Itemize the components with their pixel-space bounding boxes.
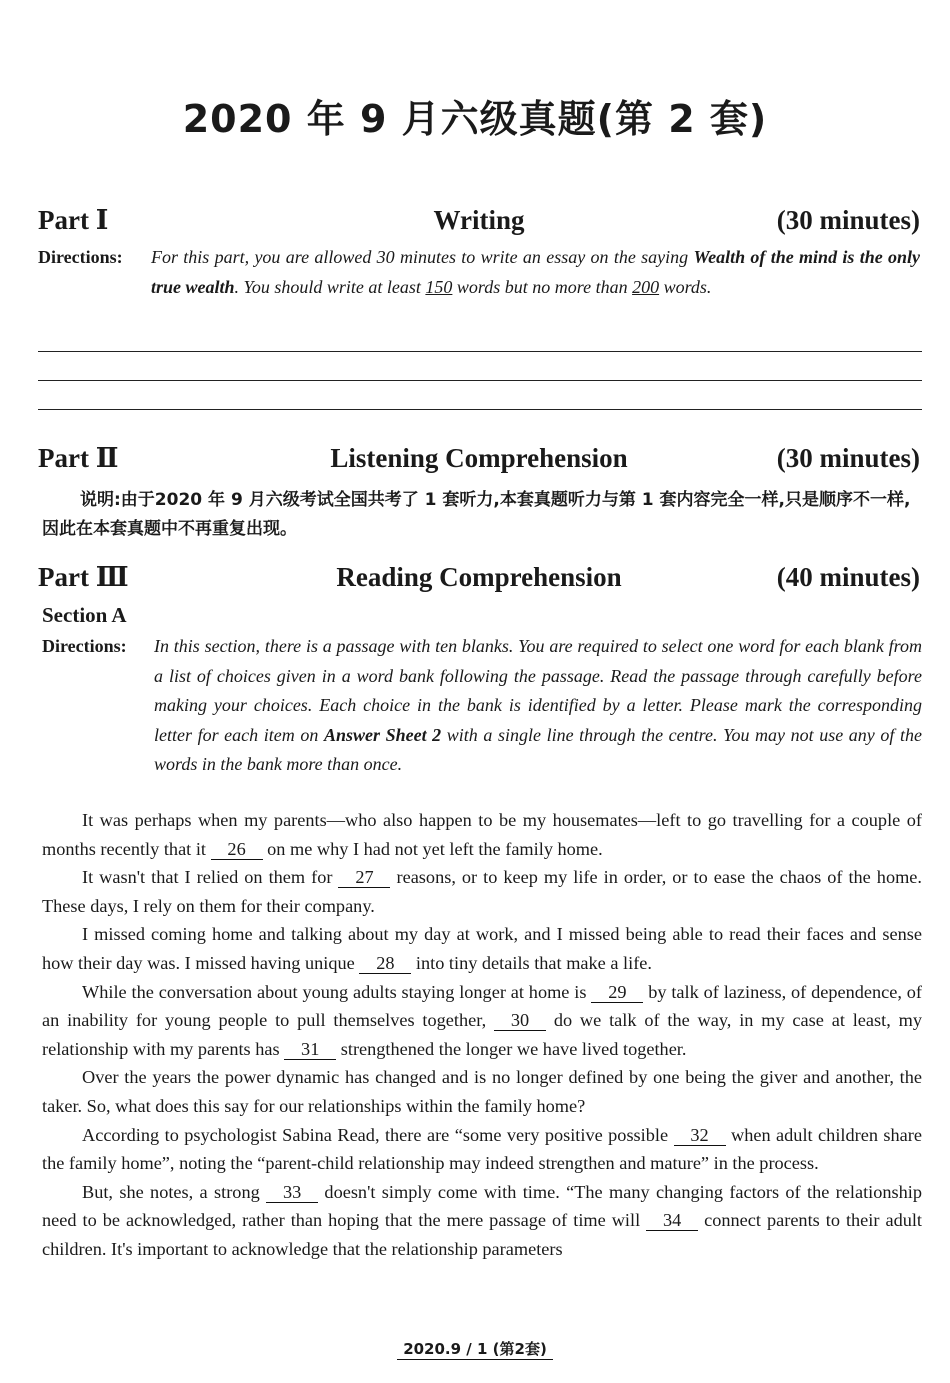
blank-33: 33	[266, 1182, 318, 1203]
part1-time: (30 minutes)	[776, 205, 920, 235]
part3-directions	[42, 632, 922, 780]
max-words: 200	[632, 276, 660, 297]
paragraph: Over the years the power dynamic has changed and is no longer defined by one being the giver and another, the taker. So, what does this say for our relationships within the family home?	[42, 1067, 922, 1116]
paragraph: It was perhaps when my parents—who also happen to be my housemates—left to go travelling for a couple of months recently that it 26 on me why I had not yet left the family home.	[42, 810, 922, 859]
min-words: 150	[425, 276, 453, 297]
part3-directions-text: In this section, there is a passage with ten blanks. You are required to select one word for each blank from a list of choices given in a word bank following the passage. Read the passage through carefully before making your choices. Each choice in the bank is identified by a letter. Please mark the corresponding letter for each item on Answer Sheet 2 with a single line through the centre. You may not use any of the words in the bank more than once.	[154, 636, 922, 774]
blank-31: 31	[284, 1039, 336, 1060]
section-a-heading: Section A	[42, 603, 127, 627]
reading-passage	[42, 806, 922, 1264]
page-title: 2020 年 9 月六级真题(第 2 套)	[182, 97, 768, 141]
blank-29: 29	[591, 982, 643, 1003]
part2-time: (30 minutes)	[776, 443, 920, 473]
part1-directions-label: Directions:	[38, 247, 123, 267]
paragraph: I missed coming home and talking about my day at work, and I missed being able to read their faces and sense how their day was. I missed having unique 28 into tiny details that make a life.	[42, 924, 922, 973]
blank-26: 26	[211, 839, 263, 860]
part2-label: Part Ⅱ	[38, 443, 119, 473]
answer-sheet-ref: Answer Sheet 2	[323, 724, 442, 745]
blank-32: 32	[674, 1125, 726, 1146]
essay-topic: Wealth of the mind is the only true wealth	[151, 247, 921, 297]
part1-directions-text: For this part, you are allowed 30 minutes to write an essay on the saying Wealth of the mind is the only true wealth. You should write at least 150 words but no more than 200 words.	[151, 247, 921, 297]
blank-34: 34	[646, 1210, 698, 1231]
writing-line	[38, 409, 922, 410]
page-footer	[0, 1338, 950, 1359]
paragraph: But, she notes, a strong 33 doesn't simply come with time. “The many changing factors of the relationship need to be acknowledged, rather than hoping that the mere passage of time will 34 connect parents to their adult children. It's important to acknowledge that the relationship parameters	[42, 1181, 923, 1259]
blank-28: 28	[359, 953, 411, 974]
part2-header	[38, 443, 920, 479]
part3-header	[38, 562, 920, 598]
part3-name: Reading Comprehension	[336, 562, 622, 592]
part3-directions-label: Directions:	[42, 636, 127, 656]
part1-name: Writing	[433, 205, 525, 235]
paragraph: While the conversation about young adults staying longer at home is 29 by talk of laziness, of dependence, of an inability for young people to pull themselves together, 30 do we talk of the way, in my case at least, my relationship with my parents has 31 strengthened the longer we have lived together.	[42, 981, 923, 1059]
part3-time: (40 minutes)	[776, 562, 920, 592]
page-number: 2020.9 / 1 (第2套)	[397, 1340, 553, 1360]
part1-directions	[38, 243, 920, 302]
blank-27: 27	[338, 867, 390, 888]
part2-name: Listening Comprehension	[330, 443, 628, 473]
paragraph: According to psychologist Sabina Read, there are “some very positive possible 32 when adult children share the family home”, noting the “parent-child relationship may indeed strengthen and mature” in the process.	[42, 1124, 922, 1174]
part1-header	[38, 205, 920, 241]
writing-line	[38, 380, 922, 381]
writing-line	[38, 351, 922, 352]
paragraph: It wasn't that I relied on them for 27 reasons, or to keep my life in order, or to ease the chaos of the home. These days, I rely on them for their company.	[42, 867, 922, 916]
part1-label: Part Ⅰ	[38, 205, 109, 235]
blank-30: 30	[494, 1010, 546, 1031]
part3-label: Part Ⅲ	[38, 562, 129, 592]
part2-note: 说明:由于2020 年 9 月六级考试全国共考了 1 套听力,本套真题听力与第 1 套内容完全一样,只是顺序不一样,因此在本套真题中不再重复出现。	[42, 490, 911, 539]
